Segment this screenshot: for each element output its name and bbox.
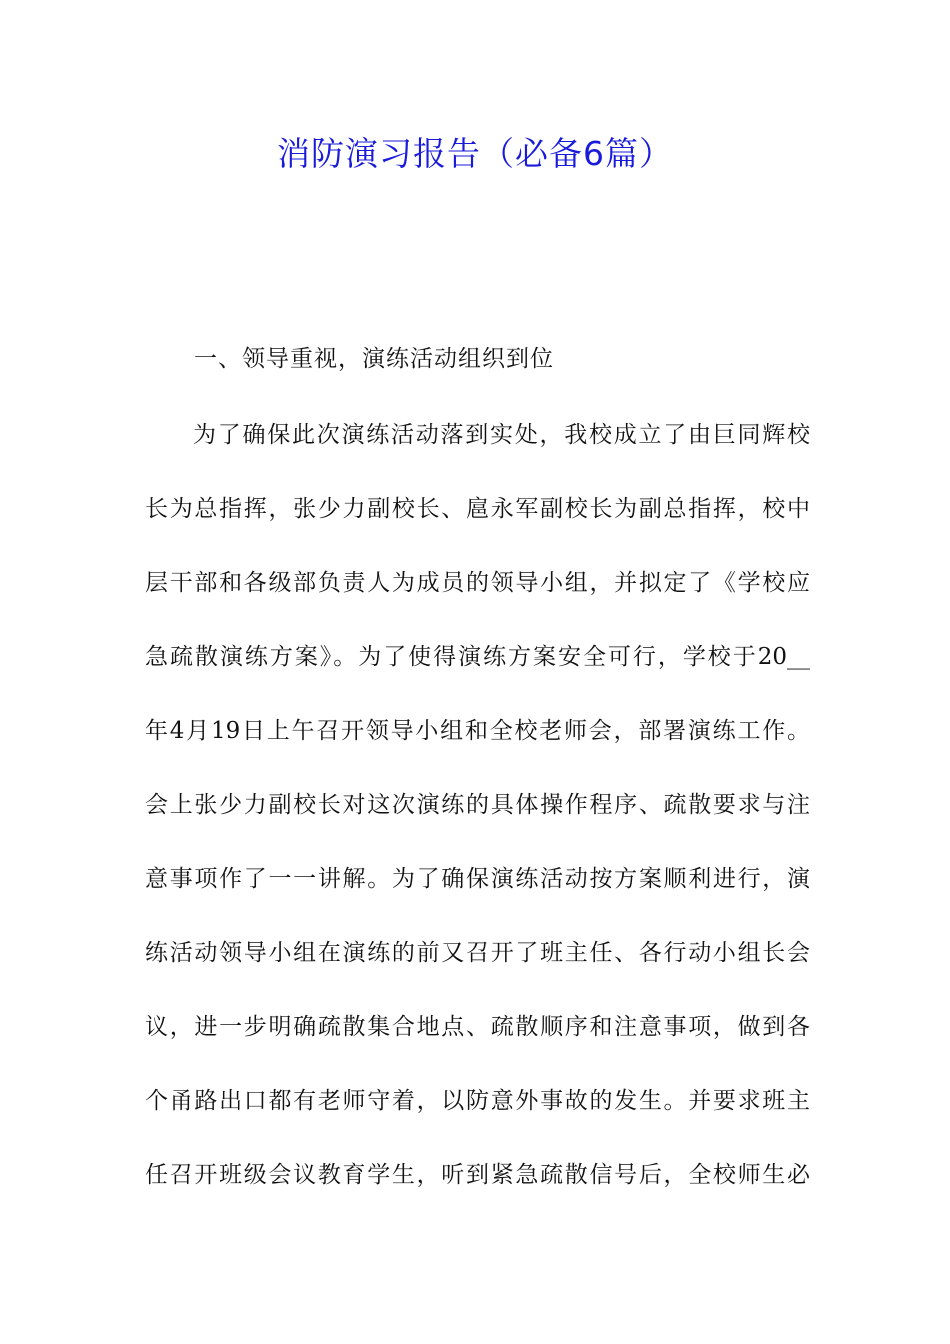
paragraph-line: 急疏散演练方案》。为了使得演练方案安全可行，学校于20__ [145,644,810,670]
paragraph-line: 年4月19日上午召开领导小组和全校老师会，部署演练工作。 [145,718,810,744]
paragraph-line: 层干部和各级部负责人为成员的领导小组，并拟定了《学校应 [145,570,810,596]
paragraph-line: 为了确保此次演练活动落到实处，我校成立了由巨同辉校 [193,422,810,448]
paragraph-line: 任召开班级会议教育学生，听到紧急疏散信号后，全校师生必 [145,1162,810,1188]
paragraph-line: 长为总指挥，张少力副校长、扈永军副校长为副总指挥，校中 [145,496,810,522]
section-heading: 一、领导重视，演练活动组织到位 [194,346,554,372]
paragraph-line: 会上张少力副校长对这次演练的具体操作程序、疏散要求与注 [145,792,810,818]
page-title: 消防演习报告（必备6篇） [277,134,673,173]
body-paragraph [145,413,810,1227]
paragraph-line: 练活动领导小组在演练的前又召开了班主任、各行动小组长会 [145,940,810,966]
paragraph-line: 意事项作了一一讲解。为了确保演练活动按方案顺利进行，演 [145,866,810,892]
paragraph-line: 议，进一步明确疏散集合地点、疏散顺序和注意事项，做到各 [145,1014,810,1040]
paragraph-line: 个甬路出口都有老师守着，以防意外事故的发生。并要求班主 [145,1088,810,1114]
